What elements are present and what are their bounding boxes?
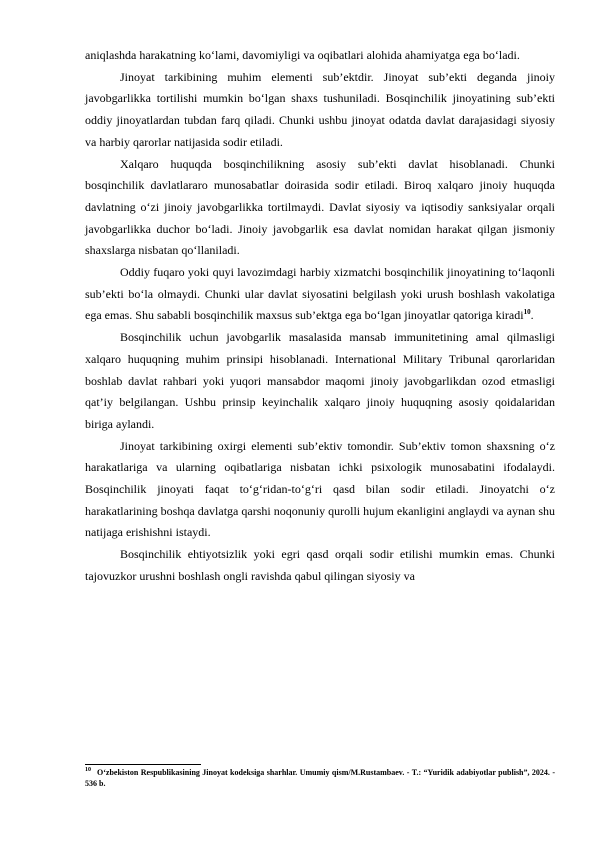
footnote <box>85 767 555 789</box>
paragraph-1: aniqlashda harakatning ko‘lami, davomiyligi va oqibatlari alohida ahamiyatga ega bo‘ladi. <box>85 48 520 62</box>
paragraph-2: Jinoyat tarkibining muhim elementi sub’ektdir. Jinoyat sub’ekti deganda jinoiy javobgarlikka tortilishi mumkin bo‘lgan shaxs tushuniladi. Bosqinchilik jinoyatining sub’ekti oddiy jinoyatlardan tubdan farq qiladi. Chunki ushbu jinoyat odatda davlat darajasidagi siyosiy va harbiy qarorlar natijasida sodir etiladi. <box>85 69 555 149</box>
paragraph-7: Bosqinchilik ehtiyotsizlik yoki egri qasd orqali sodir etilishi mumkin emas. Chunki tajovuzkor urushni boshlash ongli ravishda qabul qilingan siyosiy va <box>85 547 555 583</box>
footnote-reference[interactable]: 10 <box>523 308 531 317</box>
paragraph-5: Bosqinchilik uchun javobgarlik masalasida mansab immunitetining amal qilmasligi xalqaro huquqning muhim prinsipi hisoblanadi. International Military Tribunal qarorlaridan boshlab davlat rahbari yoki yuqori mansabdor maqomi jinoiy javobgarlikdan ozod etmasligi qat’iy belgilangan. Ushbu prinsip keyinchalik xalqaro jinoiy huquqning asosiy qoidalaridan biriga aylandi. <box>85 330 555 431</box>
paragraph-6: Jinoyat tarkibining oxirgi elementi sub’ektiv tomondir. Sub’ektiv tomon shaxsning o‘z harakatlariga va ularning oqibatlariga nisbatan ichki psixologik munosabatini ifodalaydi. Bosqinchilik jinoyati faqat to‘g‘ridan-to‘g‘ri qasd bilan sodir etiladi. Jinoyatchi o‘z harakatlarining boshqa davlatga qarshi noqonuniy qurolli hujum ekanligini anglaydi va aynan shu natijaga erishishni istaydi. <box>85 438 555 540</box>
paragraph-4-end: . <box>530 308 534 323</box>
footnote-divider <box>85 764 201 765</box>
page-body <box>85 45 555 588</box>
paragraph-4-text: Oddiy fuqaro yoki quyi lavozimdagi harbiy xizmatchi bosqinchilik jinoyatining to‘laqonli sub’ekti bo‘la olmaydi. Chunki ular davlat siyosatini belgilash yoki urush boshlash vakolatiga ega emas. Shu sababli bosqinchilik maxsus sub’ektga ega bo‘lgan jinoyatlar qatoriga kiradi <box>85 265 555 323</box>
paragraph-3: Xalqaro huquqda bosqinchilikning asosiy sub’ekti davlat hisoblanadi. Chunki bosqinchilik davlatlararo munosabatlar doirasida sodir etiladi. Biroq xalqaro jinoiy huquqda davlatning o‘zi jinoiy javobgarlikka tortilmaydi. Davlat siyosiy va iqtisodiy sanksiyalar orqali javobgarlikka duchor bo‘ladi. Jinoiy javobgarlik esa davlat nomidan harakat qilgan jismoniy shaxslarga nisbatan qo‘llaniladi. <box>85 156 555 258</box>
footnote-number: 10 <box>85 767 91 774</box>
footnote-text: O‘zbekiston Respublikasining Jinoyat kodeksiga sharhlar. Umumiy qism/M.Rustambaev. - T.: “Yuridik adabiyotlar publish”, 2024. - 536 b. <box>85 768 555 788</box>
paragraph-4 <box>85 262 555 327</box>
